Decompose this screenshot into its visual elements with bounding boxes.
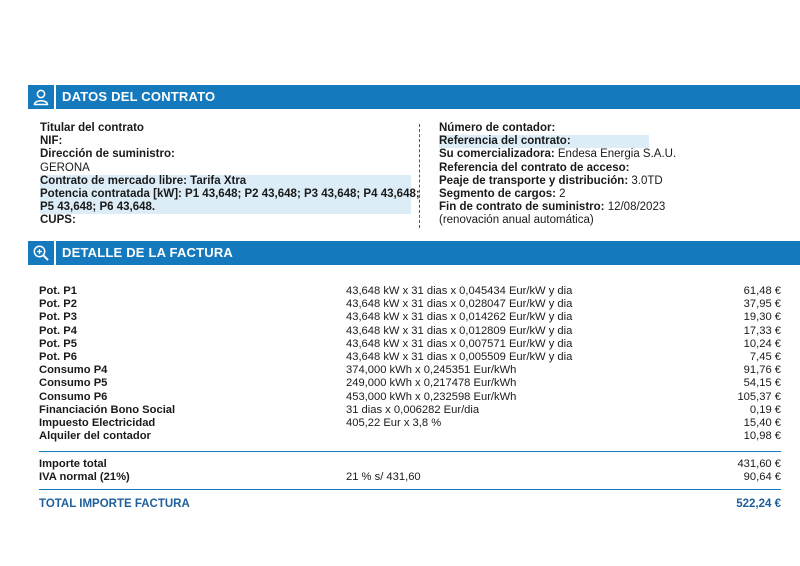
renewal-note-row: (renovación anual automática) <box>439 214 594 227</box>
invoice-line: Pot. P4 43,648 kW x 31 dias x 0,012809 Eur/kW y dia 17,33 € <box>39 324 781 337</box>
invoice-line: Consumo P4 374,000 kWh x 0,245351 Eur/kWh 91,76 € <box>39 364 781 377</box>
invoice-line: Pot. P5 43,648 kW x 31 dias x 0,007571 Eur/kW y dia 10,24 € <box>39 337 781 350</box>
retailer-row: Su comercializadora: Endesa Energia S.A.U. <box>439 148 677 161</box>
invoice-total-amount: 522,24 € <box>736 498 781 510</box>
contracted-power-row-cont: P5 43,648; P6 43,648. <box>40 201 411 214</box>
detail-header-band <box>28 241 800 265</box>
invoice-line: Financiación Bono Social 31 dias x 0,006282 Eur/dia 0,19 € <box>39 403 781 416</box>
market-contract-row: Contrato de mercado libre: Tarifa Xtra <box>40 175 411 188</box>
invoice-line: Pot. P3 43,648 kW x 31 dias x 0,014262 Eur/kW y dia 19,30 € <box>39 311 781 324</box>
magnifier-plus-icon <box>28 241 56 265</box>
contract-end-row: Fin de contrato de suministro: 12/08/2023 <box>439 201 666 214</box>
meter-number-row: Número de contador: <box>439 122 556 134</box>
charges-segment-row: Segmento de cargos: 2 <box>439 187 566 200</box>
vat-row: IVA normal (21%) 21 % s/ 431,60 90,64 € <box>39 471 781 484</box>
importe-total-row: Importe total 431,60 € <box>39 458 781 470</box>
invoice-line: Consumo P6 453,000 kWh x 0,232598 Eur/kWh 105,37 € <box>39 390 781 403</box>
cups-row: CUPS: <box>40 214 76 227</box>
total-divider <box>39 489 781 490</box>
invoice-lines <box>39 285 781 443</box>
toll-row: Peaje de transporte y distribución: 3.0TD <box>439 174 663 187</box>
column-divider <box>419 124 420 228</box>
invoice-line: Pot. P6 43,648 kW x 31 dias x 0,005509 Eur/kW y dia 7,45 € <box>39 350 781 363</box>
access-reference-row: Referencia del contrato de acceso: <box>439 161 630 174</box>
detail-header-title: DETALLE DE LA FACTURA <box>62 245 234 260</box>
contracted-power-row: Potencia contratada [kW]: P1 43,648; P2 43,648; P3 43,648; P4 43,648; <box>40 187 420 200</box>
contract-holder-row: Titular del contrato <box>40 122 144 134</box>
invoice-total-row <box>39 498 781 510</box>
invoice-line: Consumo P5 249,000 kWh x 0,217478 Eur/kWh 54,15 € <box>39 377 781 390</box>
nif-row: NIF: <box>40 135 63 148</box>
user-icon <box>28 85 56 109</box>
contract-header-title: DATOS DEL CONTRATO <box>62 89 216 104</box>
invoice-line: Pot. P2 43,648 kW x 31 dias x 0,028047 Eur/kW y dia 37,95 € <box>39 298 781 311</box>
contract-header-band <box>28 85 800 109</box>
city-row: GERONA <box>40 161 90 174</box>
supply-address-row: Dirección de suministro: <box>40 148 175 161</box>
contract-reference-row: Referencia del contrato: <box>439 135 649 148</box>
invoice-total-label: TOTAL IMPORTE FACTURA <box>39 498 190 510</box>
contract-left-column <box>40 122 420 228</box>
subtotal-lines <box>39 458 781 484</box>
subtotal-divider <box>39 451 781 452</box>
contract-right-column <box>439 122 676 228</box>
invoice-line: Pot. P1 43,648 kW x 31 dias x 0,045434 Eur/kW y dia 61,48 € <box>39 285 781 297</box>
invoice-line: Alquiler del contador 10,98 € <box>39 430 781 443</box>
invoice-line: Impuesto Electricidad 405,22 Eur x 3,8 % 15,40 € <box>39 416 781 429</box>
